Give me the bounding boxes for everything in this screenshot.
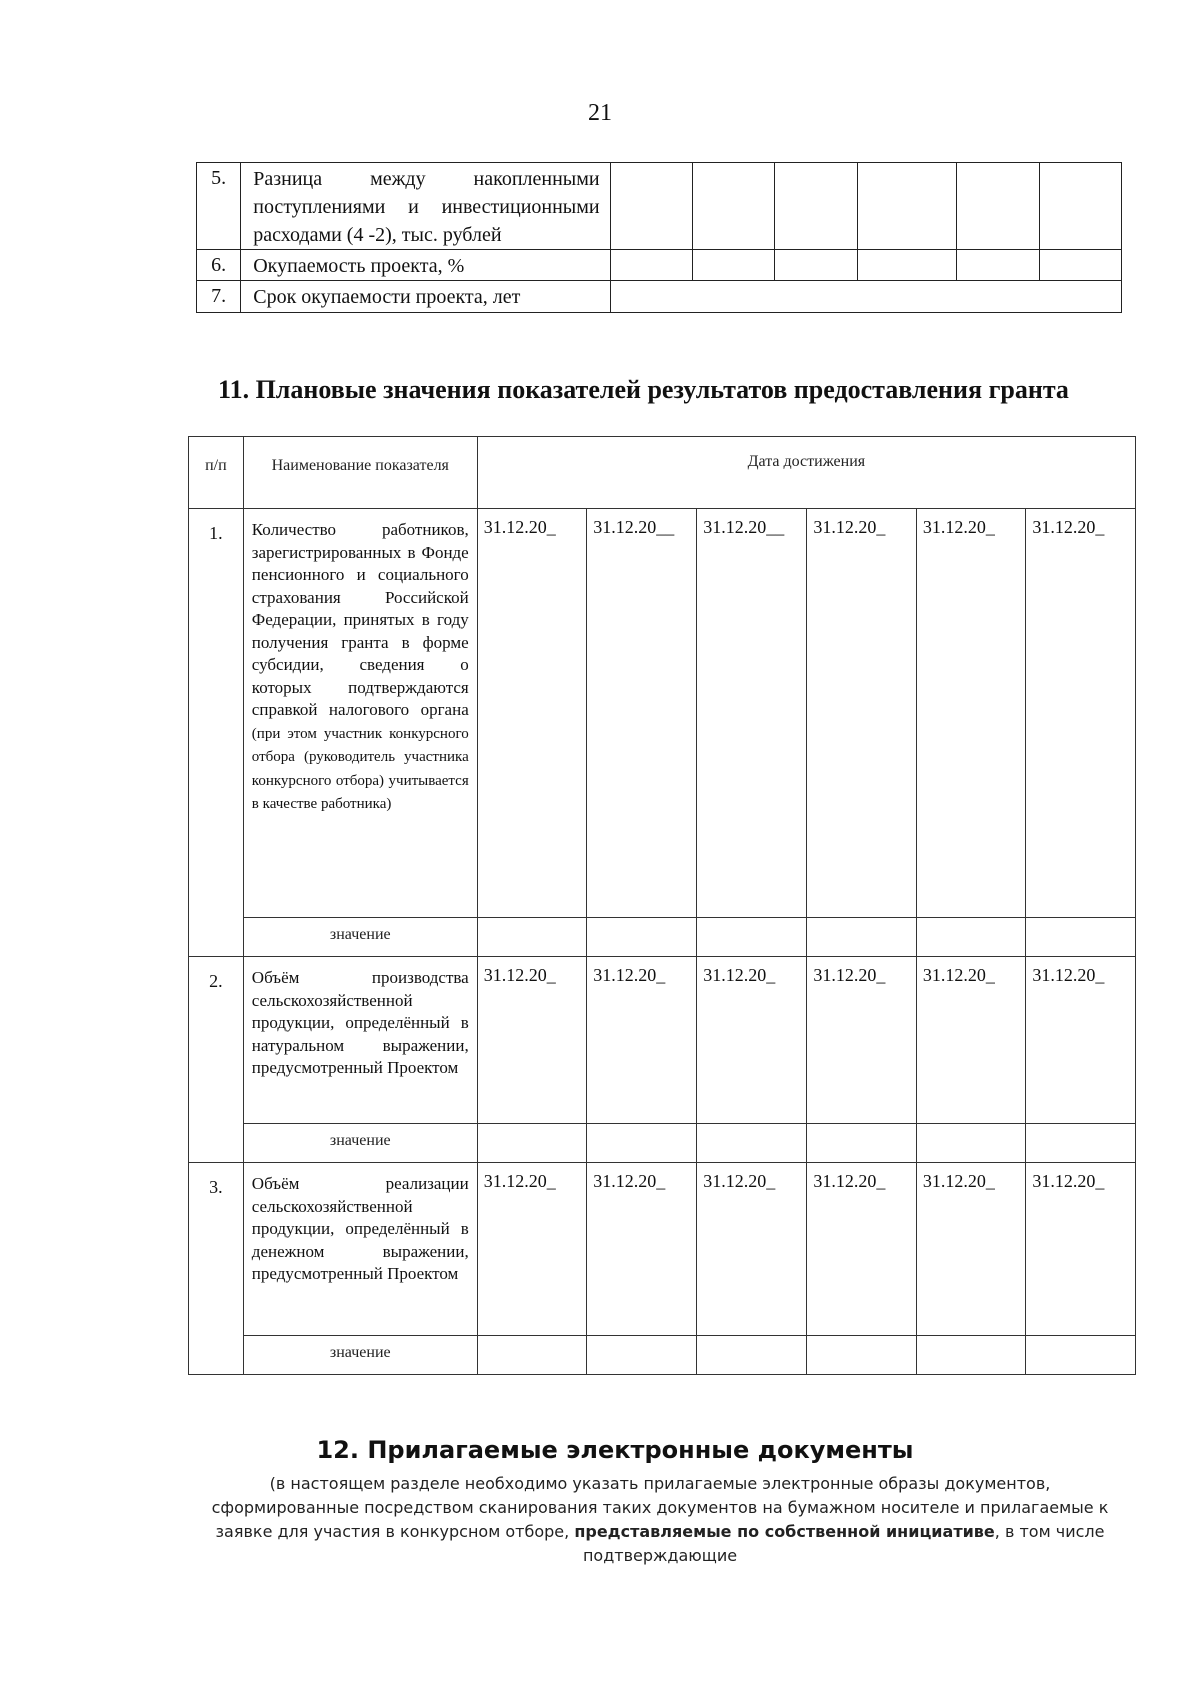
value-cell bbox=[587, 918, 697, 957]
section-12-note bbox=[200, 1472, 1120, 1568]
target-date: 31.12.20_ bbox=[1026, 509, 1136, 918]
row-number: 6. bbox=[197, 250, 241, 281]
value-cell bbox=[477, 1336, 587, 1375]
empty-cell bbox=[1039, 250, 1121, 281]
table-row bbox=[189, 1163, 1136, 1336]
target-date: 31.12.20__ bbox=[587, 509, 697, 918]
empty-cell bbox=[1039, 163, 1121, 250]
target-date: 31.12.20_ bbox=[807, 509, 917, 918]
target-date: 31.12.20__ bbox=[697, 509, 807, 918]
empty-cell bbox=[692, 250, 774, 281]
target-date: 31.12.20_ bbox=[587, 957, 697, 1124]
indicator-name bbox=[243, 509, 477, 918]
value-row bbox=[189, 1336, 1136, 1375]
value-row bbox=[189, 918, 1136, 957]
row-number: 1. bbox=[189, 509, 244, 957]
table-row bbox=[189, 509, 1136, 918]
target-date: 31.12.20_ bbox=[697, 1163, 807, 1336]
header-indicator-name: Наименование показателя bbox=[243, 437, 477, 509]
target-date: 31.12.20_ bbox=[477, 509, 587, 918]
value-cell bbox=[807, 1124, 917, 1163]
empty-cell bbox=[610, 250, 692, 281]
value-cell bbox=[587, 1336, 697, 1375]
value-row bbox=[189, 1124, 1136, 1163]
value-cell bbox=[807, 918, 917, 957]
table-row bbox=[189, 957, 1136, 1124]
indicators-table bbox=[188, 436, 1136, 1375]
value-label: значение bbox=[243, 918, 477, 957]
table-row bbox=[197, 250, 1122, 281]
empty-cell bbox=[610, 163, 692, 250]
row-label: Срок окупаемости проекта, лет bbox=[241, 281, 610, 313]
value-cell bbox=[477, 918, 587, 957]
row-label: Разница между накопленными поступлениями и инвестиционными расходами (4 -2), тыс. рублей bbox=[241, 163, 610, 250]
note-text-end: , в том числе подтверждающие bbox=[582, 1522, 1105, 1565]
table-row bbox=[197, 281, 1122, 313]
indicator-name: Объём реализации сельскохозяйственной продукции, определённый в денежном выражении, предусмотренный Проектом bbox=[243, 1163, 477, 1336]
target-date: 31.12.20_ bbox=[587, 1163, 697, 1336]
row-number: 7. bbox=[197, 281, 241, 313]
note-text-bold: представляемые по собственной инициативе bbox=[574, 1522, 995, 1541]
empty-cell bbox=[775, 250, 857, 281]
row-label: Окупаемость проекта, % bbox=[241, 250, 610, 281]
table-row bbox=[197, 163, 1122, 250]
header-achievement-date: Дата достижения bbox=[477, 437, 1135, 509]
value-label: значение bbox=[243, 1336, 477, 1375]
merged-empty-cell bbox=[610, 281, 1121, 313]
section-12-title: 12. Прилагаемые электронные документы bbox=[316, 1436, 914, 1464]
indicator-name-note: (при этом участник конкурсного отбора (руководитель участника конкурсного отбора) учитывается в качестве работника) bbox=[251, 725, 469, 812]
target-date: 31.12.20_ bbox=[916, 1163, 1026, 1336]
value-cell bbox=[807, 1336, 917, 1375]
value-cell bbox=[916, 1336, 1026, 1375]
header-pp: п/п bbox=[189, 437, 244, 509]
note-text-start: (в настоящем разделе необходимо указать прилагаемые электронные образы документов, сформированные посредством сканирования таких документов на бумажном носителе и прилагаемые к заявке для участия в конкурсном отборе, bbox=[211, 1474, 1109, 1541]
target-date: 31.12.20_ bbox=[1026, 957, 1136, 1124]
value-cell bbox=[1026, 1124, 1136, 1163]
value-cell bbox=[916, 918, 1026, 957]
indicator-name-main: Количество работников, зарегистрированных в Фонде пенсионного и социального страхования Российской Федерации, принятых в году получения гранта в форме субсидии, сведения о которых подтверждаются справкой налогового органа bbox=[251, 520, 469, 719]
target-date: 31.12.20_ bbox=[916, 957, 1026, 1124]
value-cell bbox=[1026, 918, 1136, 957]
value-cell bbox=[1026, 1336, 1136, 1375]
target-date: 31.12.20_ bbox=[1026, 1163, 1136, 1336]
value-cell bbox=[697, 1336, 807, 1375]
empty-cell bbox=[775, 163, 857, 250]
page-number: 21 bbox=[588, 100, 612, 126]
empty-cell bbox=[957, 163, 1039, 250]
value-cell bbox=[697, 1124, 807, 1163]
row-number: 3. bbox=[189, 1163, 244, 1375]
target-date: 31.12.20_ bbox=[477, 1163, 587, 1336]
target-date: 31.12.20_ bbox=[807, 1163, 917, 1336]
row-number: 2. bbox=[189, 957, 244, 1163]
value-cell bbox=[697, 918, 807, 957]
value-cell bbox=[477, 1124, 587, 1163]
target-date: 31.12.20_ bbox=[697, 957, 807, 1124]
empty-cell bbox=[957, 250, 1039, 281]
table-header-row bbox=[189, 437, 1136, 509]
empty-cell bbox=[692, 163, 774, 250]
empty-cell bbox=[857, 163, 957, 250]
row-number: 5. bbox=[197, 163, 241, 250]
target-date: 31.12.20_ bbox=[807, 957, 917, 1124]
value-cell bbox=[916, 1124, 1026, 1163]
empty-cell bbox=[857, 250, 957, 281]
indicator-name: Объём производства сельскохозяйственной продукции, определённый в натуральном выражении, предусмотренный Проектом bbox=[243, 957, 477, 1124]
section-11-title: 11. Плановые значения показателей результатов предоставления гранта bbox=[218, 375, 1069, 404]
value-cell bbox=[587, 1124, 697, 1163]
target-date: 31.12.20_ bbox=[916, 509, 1026, 918]
financial-indicators-table bbox=[196, 162, 1122, 313]
target-date: 31.12.20_ bbox=[477, 957, 587, 1124]
value-label: значение bbox=[243, 1124, 477, 1163]
